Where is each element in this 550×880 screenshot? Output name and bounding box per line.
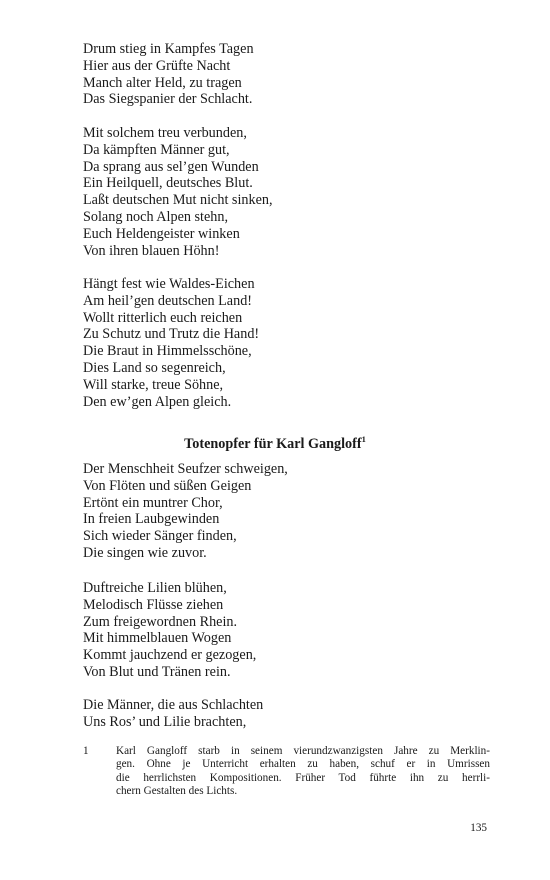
- verse-line: Hängt fest wie Waldes-Eichen: [83, 276, 255, 292]
- verse-line: Am heil’gen deutschen Land!: [83, 292, 253, 309]
- footnote: [83, 745, 490, 799]
- verse-line: Die singen wie zuvor.: [83, 544, 207, 561]
- stanza-3: [83, 276, 503, 410]
- verse-line: In freien Laubgewinden: [83, 511, 220, 528]
- verse-line: Da kämpften Männer gut,: [83, 141, 230, 158]
- footnote-line: chern Gestalten des Lichts.: [116, 785, 238, 798]
- verse-line: Ertönt ein muntrer Chor,: [83, 494, 223, 511]
- verse-line: Euch Heldengeister winken: [83, 225, 240, 242]
- verse-line: Von Flöten und süßen Geigen: [83, 477, 252, 494]
- verse-line: Melodisch Flüsse ziehen: [83, 596, 224, 613]
- verse-line: Mit himmelblauen Wogen: [83, 630, 232, 647]
- verse-line: Kommt jauchzend er gezogen,: [83, 647, 257, 664]
- stanza-6: [83, 697, 503, 731]
- footnote-number: 1: [83, 745, 89, 757]
- stanza-1: [83, 41, 503, 108]
- verse-line: Dies Land so segenreich,: [83, 359, 226, 376]
- verse-line: Die Männer, die aus Schlachten: [83, 697, 264, 713]
- poem-title: [0, 436, 550, 453]
- verse-line: Die Braut in Himmelsschöne,: [83, 343, 252, 360]
- verse-line: Ein Heilquell, deutsches Blut.: [83, 175, 253, 192]
- verse-line: Von Blut und Tränen rein.: [83, 663, 231, 680]
- verse-line: Der Menschheit Seufzer schweigen,: [83, 461, 288, 477]
- stanza-4: [83, 461, 503, 562]
- verse-line: Zu Schutz und Trutz die Hand!: [83, 326, 260, 343]
- poem-title-text: Totenopfer für Karl Gangloff: [184, 436, 362, 452]
- verse-line: Laßt deutschen Mut nicht sinken,: [83, 192, 273, 209]
- verse-line: Sich wieder Sänger finden,: [83, 528, 237, 545]
- verse-line: Will starke, treue Söhne,: [83, 376, 224, 393]
- verse-line: Solang noch Alpen stehn,: [83, 208, 229, 225]
- verse-line: Hier aus der Grüfte Nacht: [83, 57, 231, 74]
- verse-line: Da sprang aus sel’gen Wunden: [83, 158, 259, 175]
- verse-line: Uns Ros’ und Lilie brachten,: [83, 713, 247, 730]
- footnote-marker: 1: [361, 434, 366, 444]
- verse-line: Duftreiche Lilien blühen,: [83, 580, 227, 596]
- verse-line: Zum freigewordnen Rhein.: [83, 613, 238, 630]
- footnote-line: die herrlichsten Kompositionen. Früher Tod führte ihn zu herrli-: [116, 771, 490, 784]
- verse-line: Von ihren blauen Höhn!: [83, 242, 220, 259]
- footnote-line: gen. Ohne je Unterricht erhalten zu haben, schuf er in Umrissen: [116, 758, 490, 771]
- verse-line: Das Siegspanier der Schlacht.: [83, 91, 253, 108]
- page-number: 135: [470, 822, 487, 834]
- footnote-line: Karl Gangloff starb in seinem vierundzwanzigsten Jahre zu Merklin-: [116, 745, 490, 757]
- verse-line: Drum stieg in Kampfes Tagen: [83, 41, 254, 57]
- verse-line: Mit solchem treu verbunden,: [83, 125, 247, 141]
- verse-line: Den ew’gen Alpen gleich.: [83, 393, 232, 410]
- stanza-2: [83, 125, 503, 259]
- footnote-text: [116, 745, 490, 799]
- stanza-5: [83, 580, 503, 681]
- verse-line: Manch alter Held, zu tragen: [83, 74, 242, 91]
- verse-line: Wollt ritterlich euch reichen: [83, 309, 243, 326]
